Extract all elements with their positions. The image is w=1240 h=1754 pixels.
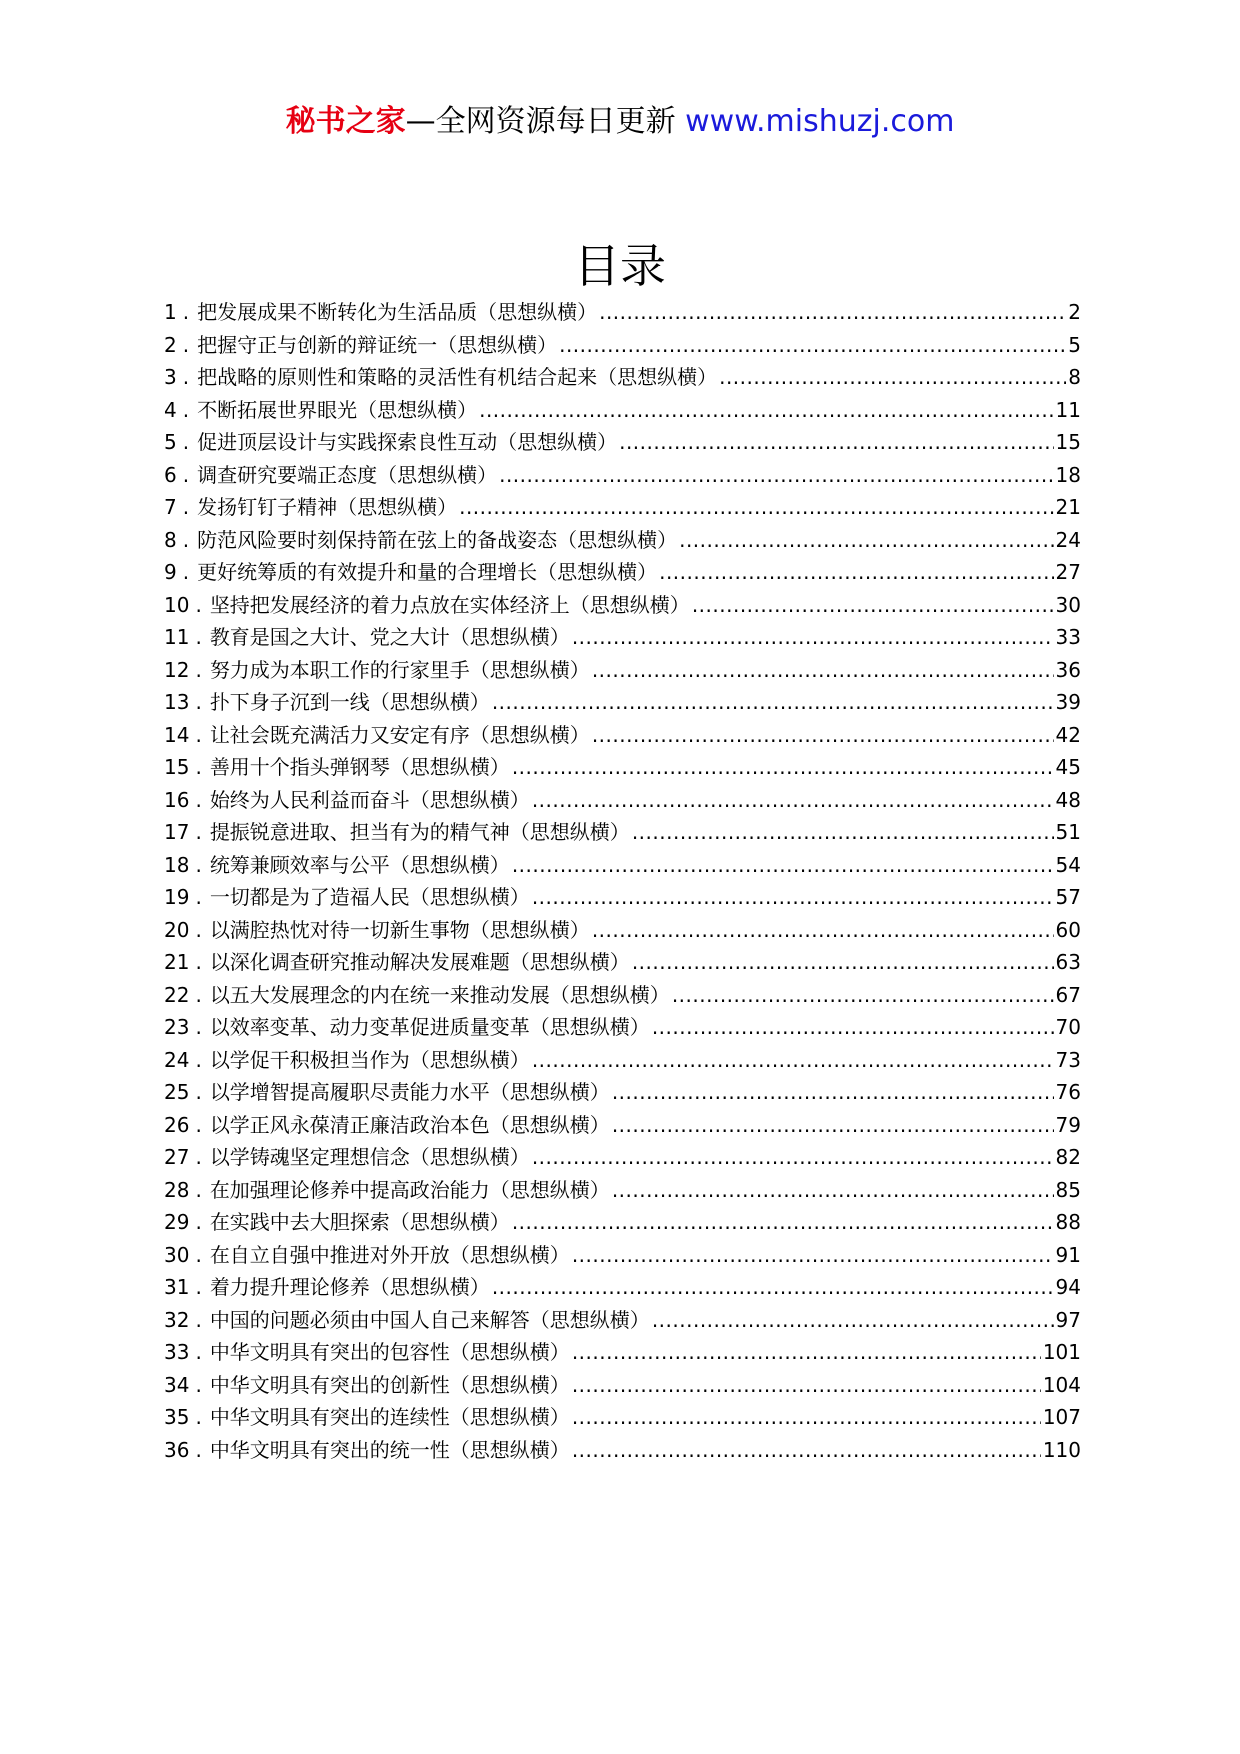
- toc-entry-page-number: 21: [1055, 495, 1081, 519]
- toc-entry-number: 4: [164, 397, 177, 422]
- toc-entry-number: 24: [164, 1047, 190, 1072]
- toc-entry-number: 21: [164, 950, 190, 974]
- toc-entry-page-number: 88: [1055, 1210, 1081, 1234]
- toc-entry-title: 以五大发展理念的内在统一来推动发展（思想纵横）: [209, 982, 670, 1007]
- toc-entry-number: 5: [164, 430, 177, 454]
- toc-entry-page-number: 11: [1055, 397, 1081, 422]
- toc-entry-separator: .: [195, 722, 202, 747]
- toc-list: [164, 296, 1081, 1466]
- toc-entry[interactable]: [164, 1336, 1081, 1369]
- toc-entry[interactable]: [164, 979, 1081, 1012]
- toc-entry-number: 10: [164, 592, 190, 617]
- toc-entry[interactable]: [164, 1206, 1081, 1239]
- toc-entry-page-number: 33: [1055, 625, 1081, 649]
- toc-dot-leader: [459, 491, 1053, 524]
- toc-entry-number: 15: [164, 755, 190, 779]
- toc-entry-page-number: 42: [1055, 722, 1081, 747]
- toc-dot-leader: [672, 979, 1054, 1012]
- toc-entry-title: 中华文明具有突出的连续性（思想纵横）: [209, 1405, 570, 1429]
- toc-entry-number: 18: [164, 852, 190, 877]
- toc-entry-separator: .: [182, 300, 190, 324]
- toc-entry-page-number: 27: [1055, 560, 1081, 584]
- toc-entry-title: 让社会既充满活力又安定有序（思想纵横）: [209, 722, 590, 747]
- toc-entry-page-number: 94: [1055, 1275, 1081, 1299]
- toc-entry[interactable]: [164, 784, 1081, 817]
- toc-entry-title: 把发展成果不断转化为生活品质（思想纵横）: [197, 300, 598, 324]
- toc-entry-title: 一切都是为了造福人民（思想纵横）: [209, 885, 530, 909]
- toc-entry[interactable]: [164, 459, 1081, 492]
- header-url-link[interactable]: www.mishuzj.com: [685, 104, 955, 139]
- toc-entry-separator: .: [195, 657, 202, 682]
- toc-entry-title: 以学铸魂坚定理想信念（思想纵横）: [209, 1145, 530, 1169]
- toc-entry-page-number: 70: [1055, 1015, 1081, 1039]
- toc-entry-separator: .: [182, 365, 190, 389]
- toc-entry-page-number: 60: [1055, 917, 1081, 942]
- toc-entry-page-number: 36: [1055, 657, 1081, 682]
- header-slogan: —全网资源每日更新: [405, 104, 686, 139]
- toc-entry-number: 20: [164, 917, 190, 942]
- toc-entry-title: 中国的问题必须由中国人自己来解答（思想纵横）: [209, 1307, 650, 1332]
- toc-entry-title: 以学促干积极担当作为（思想纵横）: [209, 1047, 530, 1072]
- toc-entry-title: 以深化调查研究推动解决发展难题（思想纵横）: [209, 950, 630, 974]
- toc-entry-title: 扑下身子沉到一线（思想纵横）: [209, 690, 490, 714]
- toc-entry-page-number: 18: [1055, 462, 1081, 487]
- toc-entry-separator: .: [195, 1340, 202, 1364]
- toc-dot-leader: [512, 751, 1054, 784]
- toc-entry-title: 善用十个指头弹钢琴（思想纵横）: [209, 755, 510, 779]
- toc-entry[interactable]: [164, 816, 1081, 849]
- toc-entry-separator: .: [195, 690, 202, 714]
- toc-entry-separator: .: [195, 592, 202, 617]
- toc-entry-title: 在自立自强中推进对外开放（思想纵横）: [209, 1242, 570, 1267]
- toc-entry-page-number: 67: [1055, 982, 1081, 1007]
- toc-entry[interactable]: [164, 1076, 1081, 1109]
- toc-entry-number: 32: [164, 1307, 190, 1332]
- toc-entry-title: 调查研究要端正态度（思想纵横）: [197, 462, 498, 487]
- toc-entry-separator: .: [195, 950, 202, 974]
- toc-dot-leader: [572, 1369, 1041, 1402]
- toc-entry-separator: .: [182, 527, 190, 552]
- toc-entry-number: 19: [164, 885, 190, 909]
- toc-dot-leader: [612, 1174, 1054, 1207]
- toc-entry-separator: .: [182, 495, 190, 519]
- toc-entry-title: 把战略的原则性和策略的灵活性有机结合起来（思想纵横）: [197, 365, 718, 389]
- toc-entry-page-number: 63: [1055, 950, 1081, 974]
- toc-entry-number: 16: [164, 787, 190, 812]
- page-header: [0, 102, 1240, 142]
- toc-entry-page-number: 110: [1042, 1437, 1081, 1462]
- toc-entry-separator: .: [195, 1405, 202, 1429]
- toc-entry-page-number: 45: [1055, 755, 1081, 779]
- toc-entry-separator: .: [195, 755, 202, 779]
- toc-entry[interactable]: [164, 946, 1081, 979]
- toc-dot-leader: [479, 394, 1053, 427]
- toc-entry-number: 26: [164, 1112, 190, 1137]
- toc-entry-number: 36: [164, 1437, 190, 1462]
- toc-entry-separator: .: [182, 332, 190, 357]
- toc-entry-number: 8: [164, 527, 177, 552]
- toc-dot-leader: [532, 1044, 1054, 1077]
- toc-entry-separator: .: [195, 1080, 202, 1104]
- toc-entry-number: 12: [164, 657, 190, 682]
- toc-entry-separator: .: [182, 430, 190, 454]
- toc-entry-title: 更好统筹质的有效提升和量的合理增长（思想纵横）: [197, 560, 658, 584]
- toc-entry[interactable]: [164, 1044, 1081, 1077]
- toc-dot-leader: [659, 556, 1053, 589]
- toc-dot-leader: [599, 296, 1066, 329]
- toc-entry-title: 以效率变革、动力变革促进质量变革（思想纵横）: [209, 1015, 650, 1039]
- toc-entry-page-number: 79: [1055, 1112, 1081, 1137]
- toc-entry-separator: .: [195, 982, 202, 1007]
- toc-entry-title: 以满腔热忱对待一切新生事物（思想纵横）: [209, 917, 590, 942]
- toc-entry-title: 促进顶层设计与实践探索良性互动（思想纵横）: [197, 430, 618, 454]
- toc-entry-title: 始终为人民利益而奋斗（思想纵横）: [209, 787, 530, 812]
- toc-entry-number: 22: [164, 982, 190, 1007]
- toc-entry-separator: .: [195, 1307, 202, 1332]
- toc-dot-leader: [612, 1076, 1054, 1109]
- toc-entry-separator: .: [195, 1112, 202, 1137]
- toc-entry-title: 中华文明具有突出的统一性（思想纵横）: [209, 1437, 570, 1462]
- toc-entry[interactable]: [164, 654, 1081, 687]
- toc-dot-leader: [492, 686, 1054, 719]
- toc-entry-page-number: 15: [1055, 430, 1081, 454]
- toc-entry-page-number: 8: [1068, 365, 1081, 389]
- toc-entry-number: 27: [164, 1145, 190, 1169]
- toc-entry-number: 17: [164, 820, 190, 844]
- toc-entry[interactable]: [164, 1174, 1081, 1207]
- toc-entry-number: 23: [164, 1015, 190, 1039]
- toc-entry-number: 28: [164, 1177, 190, 1202]
- toc-entry-number: 33: [164, 1340, 190, 1364]
- toc-dot-leader: [692, 589, 1054, 622]
- toc-entry-title: 努力成为本职工作的行家里手（思想纵横）: [209, 657, 590, 682]
- toc-entry-number: 34: [164, 1372, 190, 1397]
- toc-entry-title: 以学增智提高履职尽责能力水平（思想纵横）: [209, 1080, 610, 1104]
- toc-entry-separator: .: [195, 1047, 202, 1072]
- toc-dot-leader: [492, 1271, 1054, 1304]
- toc-entry[interactable]: [164, 914, 1081, 947]
- toc-entry-separator: .: [195, 1210, 202, 1234]
- toc-dot-leader: [499, 459, 1053, 492]
- toc-dot-leader: [652, 1011, 1054, 1044]
- toc-dot-leader: [592, 719, 1054, 752]
- toc-entry-separator: .: [195, 1177, 202, 1202]
- toc-dot-leader: [532, 881, 1054, 914]
- toc-entry[interactable]: [164, 426, 1081, 459]
- toc-entry-page-number: 30: [1055, 592, 1081, 617]
- toc-entry-separator: .: [182, 560, 190, 584]
- toc-entry-title: 提振锐意进取、担当有为的精气神（思想纵横）: [209, 820, 630, 844]
- toc-entry-page-number: 39: [1055, 690, 1081, 714]
- toc-entry-number: 35: [164, 1405, 190, 1429]
- toc-entry-number: 14: [164, 722, 190, 747]
- toc-entry-page-number: 5: [1068, 332, 1081, 357]
- toc-dot-leader: [612, 1109, 1054, 1142]
- toc-entry-number: 2: [164, 332, 177, 357]
- toc-entry-page-number: 76: [1055, 1080, 1081, 1104]
- toc-entry-page-number: 82: [1055, 1145, 1081, 1169]
- toc-entry-title: 以学正风永葆清正廉洁政治本色（思想纵横）: [209, 1112, 610, 1137]
- toc-entry[interactable]: [164, 1434, 1081, 1467]
- toc-entry-title: 教育是国之大计、党之大计（思想纵横）: [209, 625, 570, 649]
- toc-dot-leader: [592, 654, 1054, 687]
- toc-entry-page-number: 73: [1055, 1047, 1081, 1072]
- toc-entry-number: 11: [164, 625, 190, 649]
- toc-entry[interactable]: [164, 296, 1081, 329]
- toc-entry-title: 着力提升理论修养（思想纵横）: [209, 1275, 490, 1299]
- toc-entry-separator: .: [195, 1242, 202, 1267]
- toc-entry[interactable]: [164, 621, 1081, 654]
- toc-entry-number: 30: [164, 1242, 190, 1267]
- toc-entry-title: 在加强理论修养中提高政治能力（思想纵横）: [209, 1177, 610, 1202]
- toc-entry[interactable]: [164, 751, 1081, 784]
- toc-dot-leader: [512, 1206, 1054, 1239]
- toc-entry[interactable]: [164, 881, 1081, 914]
- toc-entry-page-number: 48: [1055, 787, 1081, 812]
- header-brand: 秘书之家: [285, 104, 406, 139]
- toc-entry-page-number: 57: [1055, 885, 1081, 909]
- toc-entry[interactable]: [164, 1239, 1081, 1272]
- toc-dot-leader: [632, 816, 1054, 849]
- toc-entry-number: 25: [164, 1080, 190, 1104]
- toc-entry[interactable]: [164, 556, 1081, 589]
- toc-dot-leader: [652, 1304, 1054, 1337]
- toc-entry-separator: .: [195, 1372, 202, 1397]
- toc-entry[interactable]: [164, 1271, 1081, 1304]
- toc-entry-title: 统筹兼顾效率与公平（思想纵横）: [209, 852, 510, 877]
- toc-entry-number: 3: [164, 365, 177, 389]
- toc-entry-separator: .: [195, 820, 202, 844]
- toc-entry-number: 13: [164, 690, 190, 714]
- toc-entry-page-number: 2: [1068, 300, 1081, 324]
- toc-entry[interactable]: [164, 394, 1081, 427]
- toc-entry-page-number: 101: [1042, 1340, 1081, 1364]
- toc-entry[interactable]: [164, 1141, 1081, 1174]
- toc-entry[interactable]: [164, 524, 1081, 557]
- toc-entry-separator: .: [195, 1145, 202, 1169]
- toc-entry-title: 中华文明具有突出的包容性（思想纵横）: [209, 1340, 570, 1364]
- toc-title: 目录: [574, 239, 666, 293]
- toc-dot-leader: [632, 946, 1054, 979]
- toc-entry-number: 7: [164, 495, 177, 519]
- toc-entry[interactable]: [164, 719, 1081, 752]
- toc-entry-separator: .: [195, 917, 202, 942]
- toc-entry-separator: .: [195, 1275, 202, 1299]
- toc-entry-number: 31: [164, 1275, 190, 1299]
- toc-dot-leader: [512, 849, 1054, 882]
- toc-dot-leader: [719, 361, 1066, 394]
- toc-dot-leader: [679, 524, 1053, 557]
- toc-entry-separator: .: [195, 1437, 202, 1462]
- toc-entry[interactable]: [164, 491, 1081, 524]
- toc-entry-title: 坚持把发展经济的着力点放在实体经济上（思想纵横）: [209, 592, 690, 617]
- toc-entry[interactable]: [164, 849, 1081, 882]
- toc-dot-leader: [559, 329, 1066, 362]
- toc-entry-separator: .: [195, 1015, 202, 1039]
- toc-dot-leader: [572, 621, 1054, 654]
- toc-entry-number: 29: [164, 1210, 190, 1234]
- toc-dot-leader: [532, 1141, 1054, 1174]
- toc-dot-leader: [572, 1434, 1041, 1467]
- toc-entry[interactable]: [164, 1401, 1081, 1434]
- toc-entry-number: 6: [164, 462, 177, 487]
- toc-dot-leader: [572, 1401, 1041, 1434]
- toc-entry-page-number: 24: [1055, 527, 1081, 552]
- toc-dot-leader: [572, 1239, 1054, 1272]
- toc-entry[interactable]: [164, 329, 1081, 362]
- toc-entry[interactable]: [164, 1109, 1081, 1142]
- toc-entry-page-number: 54: [1055, 852, 1081, 877]
- toc-entry[interactable]: [164, 1369, 1081, 1402]
- toc-entry-separator: .: [182, 462, 190, 487]
- toc-entry[interactable]: [164, 589, 1081, 622]
- toc-entry[interactable]: [164, 1011, 1081, 1044]
- toc-entry-title: 防范风险要时刻保持箭在弦上的备战姿态（思想纵横）: [197, 527, 678, 552]
- toc-entry-page-number: 85: [1055, 1177, 1081, 1202]
- toc-entry[interactable]: [164, 686, 1081, 719]
- toc-entry-title: 发扬钉钉子精神（思想纵横）: [197, 495, 458, 519]
- toc-entry-title: 不断拓展世界眼光（思想纵横）: [197, 397, 478, 422]
- toc-entry-page-number: 51: [1055, 820, 1081, 844]
- toc-entry-separator: .: [182, 397, 190, 422]
- toc-entry-page-number: 107: [1042, 1405, 1081, 1429]
- toc-dot-leader: [592, 914, 1054, 947]
- toc-entry[interactable]: [164, 1304, 1081, 1337]
- toc-entry-separator: .: [195, 885, 202, 909]
- toc-dot-leader: [532, 784, 1054, 817]
- toc-entry-number: 9: [164, 560, 177, 584]
- toc-entry-number: 1: [164, 300, 177, 324]
- toc-entry[interactable]: [164, 361, 1081, 394]
- toc-entry-separator: .: [195, 625, 202, 649]
- toc-entry-title: 把握守正与创新的辩证统一（思想纵横）: [197, 332, 558, 357]
- toc-dot-leader: [572, 1336, 1041, 1369]
- toc-entry-title: 中华文明具有突出的创新性（思想纵横）: [209, 1372, 570, 1397]
- toc-entry-title: 在实践中去大胆探索（思想纵横）: [209, 1210, 510, 1234]
- toc-entry-page-number: 91: [1055, 1242, 1081, 1267]
- toc-entry-page-number: 104: [1042, 1372, 1081, 1397]
- toc-entry-separator: .: [195, 787, 202, 812]
- toc-entry-separator: .: [195, 852, 202, 877]
- toc-dot-leader: [619, 426, 1053, 459]
- toc-entry-page-number: 97: [1055, 1307, 1081, 1332]
